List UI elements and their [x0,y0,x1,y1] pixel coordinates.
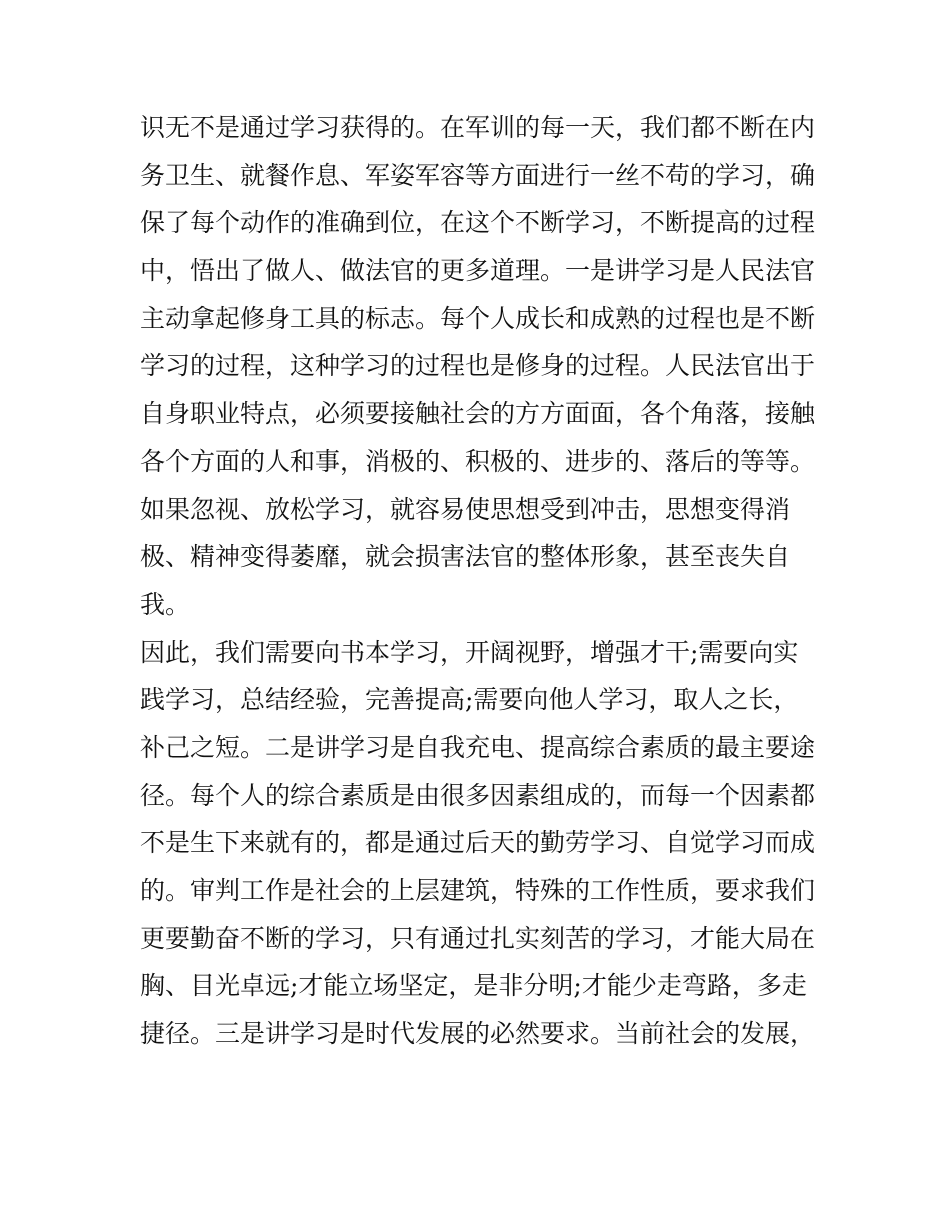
text-line: 因此，我们需要向书本学习，开阔视野，增强才干;需要向实 [140,637,799,667]
text-line: 主动拿起修身工具的标志。每个人成长和成熟的过程也是不断 [140,303,816,333]
text-line: 识无不是通过学习获得的。在军训的每一天，我们都不断在内 [140,113,816,142]
text-line: 更要勤奋不断的学习，只有通过扎实刻苦的学习，才能大局在 [140,923,816,953]
text-line: 各个方面的人和事，消极的、积极的、进步的、落后的等等。 [140,446,816,476]
text-line: 不是生下来就有的，都是通过后天的勤劳学习、自觉学习而成 [140,828,816,858]
text-line: 胸、目光卓远;才能立场坚定，是非分明;才能少走弯路，多走 [140,971,807,1001]
body-text [140,104,820,1058]
text-line: 如果忽视、放松学习，就容易使思想受到冲击，思想变得消 [140,494,791,524]
text-line: 中，悟出了做人、做法官的更多道理。一是讲学习是人民法官 [140,256,816,286]
text-line: 径。每个人的综合素质是由很多因素组成的，而每一个因素都 [140,780,816,810]
text-line: 极、精神变得萎靡，就会损害法官的整体形象，甚至丧失自 [140,542,791,572]
text-line: 捷径。三是讲学习是时代发展的必然要求。当前社会的发展， [140,1019,816,1049]
text-line: 务卫生、就餐作息、军姿军容等方面进行一丝不苟的学习，确 [140,160,816,190]
text-line: 自身职业特点，必须要接触社会的方方面面，各个角落，接触 [140,399,816,429]
text-line: 学习的过程，这种学习的过程也是修身的过程。人民法官出于 [140,351,816,381]
text-line: 补己之短。二是讲学习是自我充电、提高综合素质的最主要途 [140,732,816,762]
text-line: 保了每个动作的准确到位，在这个不断学习，不断提高的过程 [140,208,816,238]
text-line: 的。审判工作是社会的上层建筑，特殊的工作性质，要求我们 [140,876,816,905]
text-line: 我。 [140,589,191,619]
text-line: 践学习，总结经验，完善提高;需要向他人学习，取人之长， [140,685,799,715]
